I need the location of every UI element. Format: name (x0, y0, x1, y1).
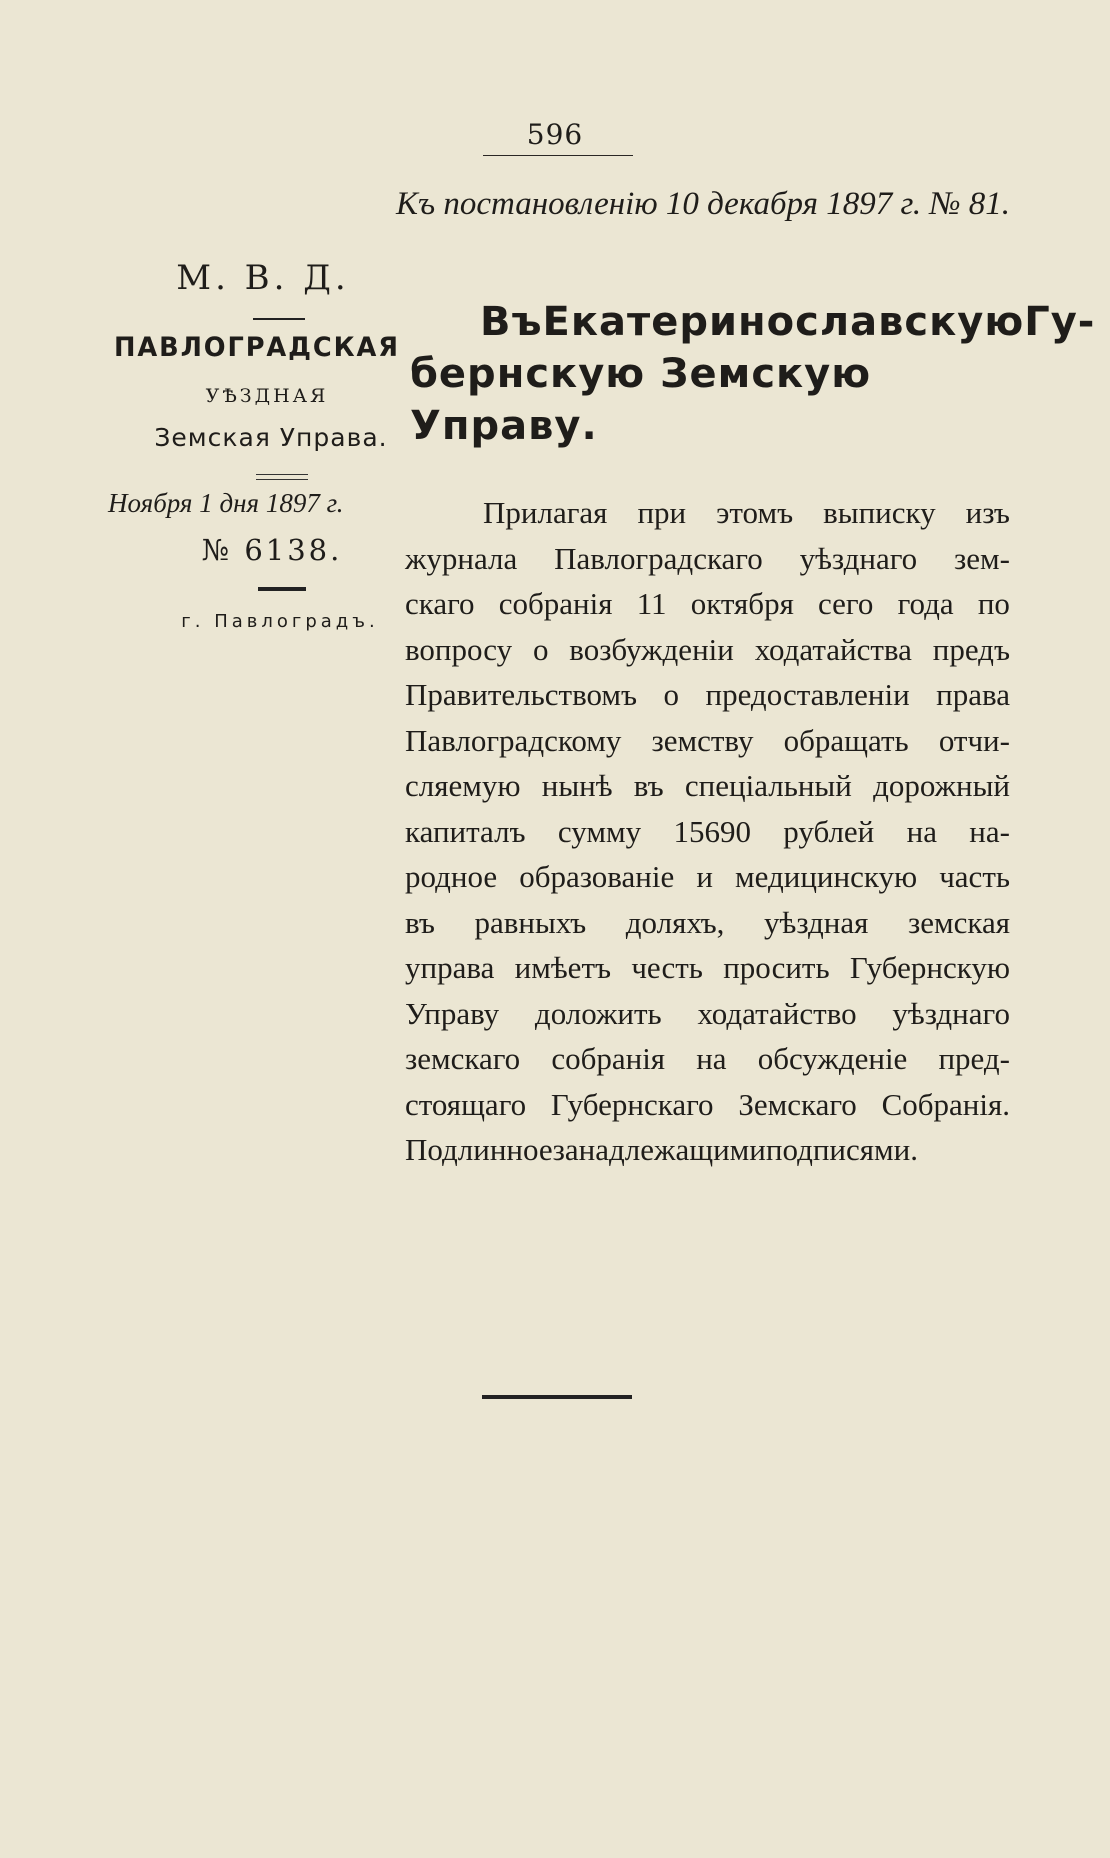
body-word: о (663, 677, 680, 712)
body-word: уѣзднаго (799, 540, 918, 576)
district-name: ПАВЛОГРАДСКАЯ (114, 332, 400, 363)
addressee-line-2: бернскую Земскую Управу. (410, 351, 872, 449)
body-word: дорожный (873, 768, 1010, 803)
body-line (405, 991, 1010, 1037)
body-word: 11 (636, 586, 667, 621)
body-word: имѣетъ (514, 950, 612, 985)
body-line (405, 718, 1010, 764)
body-word: предъ (932, 631, 1010, 667)
body-word: года (897, 586, 954, 621)
body-word: Павлоградскаго (554, 540, 763, 576)
body-word: образованіе (519, 859, 675, 894)
double-separator (256, 474, 308, 480)
addressee-word-3: Гу- (1024, 299, 1096, 345)
body-word: Правительствомъ (405, 677, 638, 712)
body-word: Павлоградскому (405, 722, 622, 758)
body-word: на (696, 1041, 727, 1076)
body-line (405, 1127, 1010, 1173)
body-word: родное (405, 859, 498, 894)
board-name: Земская Управа. (154, 423, 388, 452)
body-word: за (552, 1132, 579, 1167)
body-word: Управу (405, 995, 500, 1031)
body-word: права (936, 677, 1010, 712)
body-word: Собранія. (881, 1086, 1010, 1122)
body-word: часть (939, 859, 1010, 894)
body-word: Прилагая (483, 495, 608, 530)
document-number: № 6138. (201, 533, 343, 567)
header-rule (483, 155, 633, 156)
body-word: земству (651, 722, 754, 758)
body-line (405, 627, 1010, 673)
body-line (405, 763, 1010, 809)
body-word: Земскаго (738, 1086, 857, 1122)
body-word: равныхъ (474, 904, 587, 940)
city-name: г. Павлоградъ. (181, 611, 379, 632)
letter-date: Ноября 1 дня 1897 г. (108, 488, 344, 518)
page-number: 596 (526, 118, 584, 151)
body-word: управа (405, 950, 495, 985)
body-line (405, 1036, 1010, 1082)
body-word: обращать (783, 722, 909, 758)
body-word: о (532, 631, 549, 667)
district-level: УѢЗДНАЯ (205, 385, 329, 407)
body-word: подписями. (765, 1132, 918, 1167)
body-line (405, 490, 1010, 536)
body-word: сумму (557, 813, 642, 849)
body-word: стоящаго (405, 1086, 527, 1122)
body-word: вопросу (405, 631, 513, 667)
body-line (405, 536, 1010, 582)
body-word: доложить (534, 995, 662, 1031)
separator-dash (253, 318, 305, 320)
body-word: собранія (551, 1041, 666, 1076)
closing-rule (482, 1395, 632, 1399)
body-word: Подлинное (405, 1132, 553, 1167)
body-word: надлежащими (578, 1132, 766, 1167)
body-word: въ (633, 768, 664, 803)
body-line (405, 854, 1010, 900)
body-word: отчи- (938, 722, 1010, 758)
body-word: уѣзднаго (892, 995, 1010, 1031)
addressee-word-1: Въ (480, 299, 543, 345)
body-word: спеціальный (684, 768, 852, 803)
body-word: медицинскую (734, 859, 918, 894)
body-word: пред- (938, 1041, 1010, 1076)
body-word: доляхъ, (625, 904, 725, 940)
ministry-abbrev: М. В. Д. (176, 258, 350, 298)
body-word: капиталъ (405, 813, 526, 849)
body-line (405, 672, 1010, 718)
body-word: по (977, 586, 1010, 621)
body-word: и (696, 859, 713, 894)
body-line (405, 581, 1010, 627)
body-word: честь (631, 950, 703, 985)
sender-block (108, 258, 400, 632)
body-word: земская (908, 904, 1010, 940)
body-word: Губернскаго (550, 1086, 714, 1122)
body-word: при (637, 495, 687, 530)
body-word: на- (969, 813, 1010, 849)
body-line (405, 900, 1010, 946)
body-word: журнала (405, 540, 518, 576)
addressee-word-2: Екатеринославскую (542, 299, 1025, 345)
body-word: обсужденіе (757, 1041, 908, 1076)
addressee-heading (410, 296, 1096, 452)
body-word: октября (690, 586, 794, 621)
body-line (405, 1082, 1010, 1128)
body-word: ходатайство (697, 995, 857, 1031)
body-word: этомъ (716, 495, 794, 530)
body-word: въ (405, 904, 435, 940)
letter-body (405, 490, 1010, 1173)
body-word: выписку (823, 495, 936, 530)
body-line (405, 809, 1010, 855)
body-word: уѣздная (764, 904, 869, 940)
body-word: возбужденіи (569, 631, 734, 667)
body-word: сляемую (405, 768, 521, 803)
body-word: ходатайства (754, 631, 912, 667)
body-line (405, 945, 1010, 991)
body-word: земскаго (405, 1041, 521, 1076)
thick-separator (258, 587, 306, 591)
body-word: сего (818, 586, 874, 621)
body-word: скаго (405, 586, 475, 621)
body-word: рублей (783, 813, 875, 849)
body-word: 15690 (673, 813, 751, 849)
body-word: просить (723, 950, 830, 985)
body-word: на (906, 813, 937, 849)
body-word: зем- (954, 540, 1010, 576)
reference-line: Къ постановленію 10 декабря 1897 г. № 81. (396, 186, 1010, 222)
body-word: изъ (965, 495, 1010, 530)
body-word: собранія (498, 586, 613, 621)
body-word: нынѣ (541, 768, 613, 803)
body-word: Губернскую (849, 950, 1010, 985)
body-word: предоставленіи (705, 677, 910, 712)
